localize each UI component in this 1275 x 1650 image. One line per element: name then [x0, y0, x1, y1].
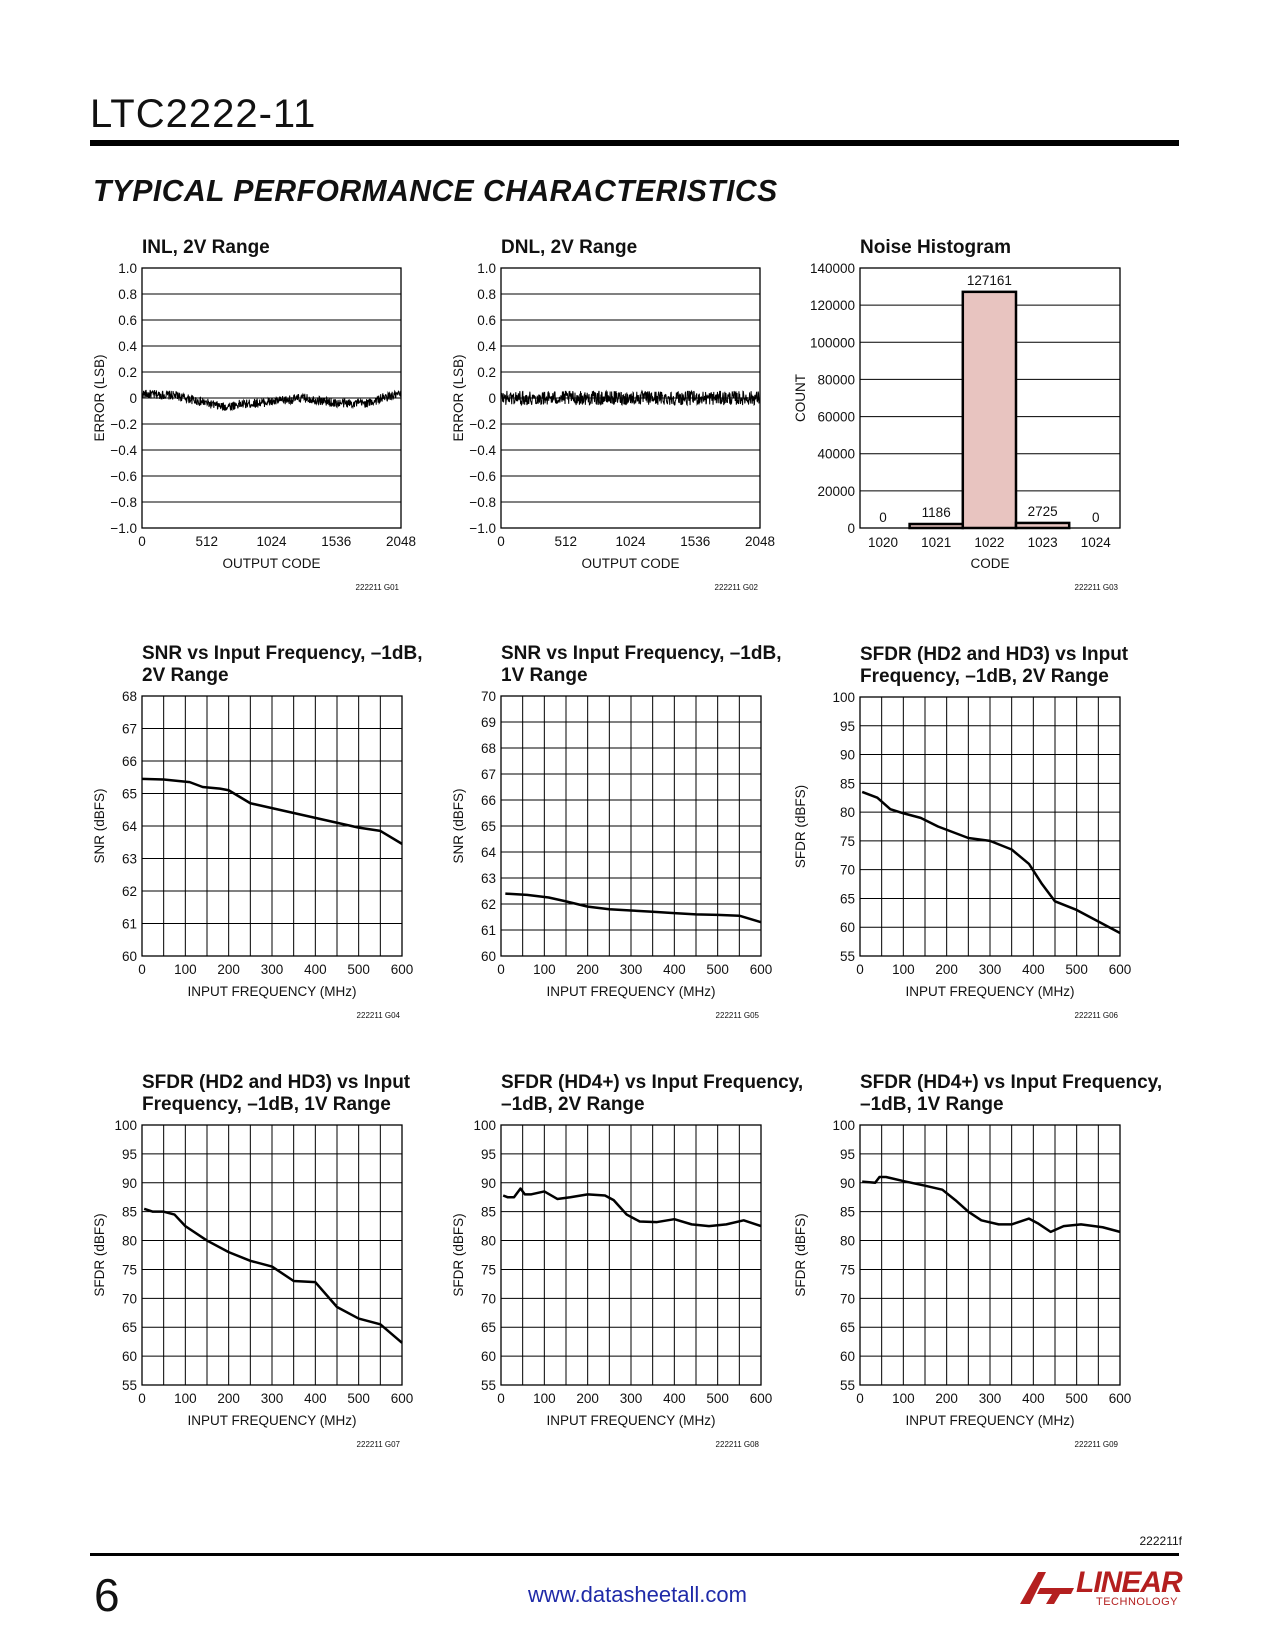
x-tick-label: 300 — [260, 962, 284, 977]
x-tick-label: 0 — [138, 1391, 146, 1406]
y-tick-label: 20000 — [817, 483, 855, 499]
y-tick-label: 63 — [121, 851, 137, 867]
y-tick-label: 75 — [121, 1262, 137, 1278]
x-tick-label: 0 — [497, 534, 505, 549]
y-tick-label: 0.2 — [118, 365, 137, 380]
y-tick-label: 68 — [121, 689, 137, 704]
x-tick-label: 512 — [554, 534, 578, 549]
x-tick-label: 200 — [217, 962, 240, 977]
x-tick-label: 500 — [347, 1391, 370, 1406]
y-tick-label: 65 — [839, 1320, 855, 1336]
y-tick-label: 63 — [480, 871, 496, 886]
x-axis-label: OUTPUT CODE — [581, 556, 680, 571]
x-tick-label: 400 — [304, 1391, 327, 1406]
x-tick-label: 0 — [856, 1391, 864, 1406]
figure-code: 222211 G08 — [715, 1440, 759, 1449]
y-axis-label: SFDR (dBFS) — [793, 784, 808, 869]
figure-code: 222211 G06 — [1074, 1011, 1118, 1020]
figure-code: 222211 G04 — [356, 1011, 400, 1020]
linear-technology-logo — [1016, 1566, 1186, 1614]
x-tick-label: 200 — [576, 1391, 599, 1406]
y-tick-label: −0.2 — [469, 417, 496, 432]
y-tick-label: 65 — [839, 891, 855, 907]
document-id: 222211f — [1139, 1534, 1182, 1548]
y-tick-label: 65 — [480, 1320, 496, 1336]
x-tick-label: 300 — [619, 962, 643, 977]
figure-code: 222211 G03 — [1074, 583, 1118, 592]
y-tick-label: 67 — [480, 767, 496, 782]
y-tick-label: 75 — [839, 833, 855, 849]
x-tick-label: 200 — [576, 962, 599, 977]
chart-title: Frequency, –1dB, 1V Range — [142, 1094, 391, 1115]
series-line — [862, 792, 1120, 933]
series-line — [142, 390, 401, 411]
y-tick-label: 0.2 — [477, 365, 496, 380]
y-tick-label: 95 — [839, 718, 855, 734]
figure-code: 222211 G09 — [1074, 1440, 1118, 1449]
y-tick-label: 0 — [847, 521, 855, 536]
chart-title: SNR vs Input Frequency, –1dB, — [142, 643, 423, 664]
chart-g02 — [451, 237, 775, 592]
y-tick-label: 0.8 — [477, 287, 496, 302]
y-tick-label: 61 — [480, 923, 496, 938]
y-tick-label: 85 — [839, 1204, 855, 1220]
y-tick-label: 60 — [480, 949, 496, 964]
x-tick-label: 600 — [1108, 962, 1132, 977]
y-tick-label: 68 — [480, 741, 496, 756]
y-tick-label: 64 — [480, 845, 496, 860]
x-tick-label: 1024 — [256, 534, 287, 549]
y-tick-label: 65 — [480, 819, 496, 834]
chart-g05 — [451, 643, 781, 1020]
chart-g03 — [793, 237, 1120, 592]
y-tick-label: 0 — [488, 391, 496, 406]
x-tick-label: 100 — [892, 1391, 915, 1406]
y-axis-label: SNR (dBFS) — [92, 788, 107, 864]
y-tick-label: 66 — [480, 793, 496, 808]
y-tick-label: 80000 — [817, 372, 855, 388]
y-tick-label: 0.4 — [118, 339, 137, 354]
figure-code: 222211 G01 — [355, 583, 399, 592]
x-tick-label: 1536 — [321, 534, 352, 549]
y-axis-label: SFDR (dBFS) — [451, 1213, 466, 1297]
x-tick-label: 1021 — [921, 535, 952, 550]
y-tick-label: 60 — [839, 920, 855, 936]
y-tick-label: 85 — [121, 1204, 137, 1220]
histogram-bar — [963, 292, 1016, 528]
y-tick-label: −0.6 — [110, 469, 137, 484]
chart-title: –1dB, 1V Range — [860, 1094, 1004, 1115]
x-tick-label: 200 — [935, 962, 958, 977]
y-tick-label: 0.4 — [477, 339, 496, 354]
y-tick-label: 140000 — [809, 261, 855, 276]
x-tick-label: 500 — [347, 962, 370, 977]
y-tick-label: 55 — [121, 1378, 137, 1393]
y-tick-label: 66 — [121, 754, 137, 769]
x-tick-label: 2048 — [744, 534, 776, 549]
chart-title: INL, 2V Range — [142, 237, 270, 258]
x-tick-label: 100 — [174, 962, 197, 977]
x-tick-label: 600 — [390, 1391, 414, 1406]
y-tick-label: 95 — [121, 1146, 137, 1162]
x-tick-label: 512 — [195, 534, 219, 549]
y-tick-label: 55 — [839, 949, 855, 964]
y-tick-label: 70 — [480, 689, 496, 704]
x-tick-label: 600 — [390, 962, 414, 977]
y-tick-label: 1.0 — [118, 261, 137, 276]
chart-title: SFDR (HD2 and HD3) vs Input — [860, 644, 1129, 665]
y-tick-label: −0.8 — [469, 495, 496, 510]
y-tick-label: 70 — [480, 1291, 496, 1307]
x-tick-label: 300 — [619, 1391, 643, 1406]
bar-value-label: 1186 — [921, 505, 951, 520]
footer-rule — [90, 1553, 1179, 1556]
x-tick-label: 100 — [174, 1391, 197, 1406]
x-tick-label: 400 — [663, 962, 686, 977]
x-axis-label: OUTPUT CODE — [222, 556, 321, 571]
x-tick-label: 2048 — [385, 534, 417, 549]
y-tick-label: 62 — [480, 897, 496, 912]
y-tick-label: 85 — [839, 776, 855, 792]
logo-subtext: TECHNOLOGY — [1096, 1596, 1179, 1608]
y-tick-label: 70 — [839, 862, 855, 878]
y-tick-label: 100 — [473, 1118, 496, 1133]
x-tick-label: 1020 — [867, 535, 899, 550]
x-tick-label: 100 — [892, 962, 915, 977]
y-tick-label: 55 — [480, 1378, 496, 1393]
y-tick-label: 60 — [121, 949, 137, 964]
chart-g08 — [451, 1072, 803, 1449]
y-tick-label: 65 — [121, 1320, 137, 1336]
y-tick-label: 70 — [839, 1291, 855, 1307]
x-tick-label: 200 — [217, 1391, 240, 1406]
x-tick-label: 1024 — [615, 534, 646, 549]
x-tick-label: 1022 — [974, 535, 1005, 550]
x-tick-label: 400 — [1022, 962, 1045, 977]
chart-title: SFDR (HD4+) vs Input Frequency, — [501, 1072, 804, 1093]
x-tick-label: 0 — [138, 534, 146, 549]
chart-g01 — [92, 237, 416, 592]
y-tick-label: −0.6 — [469, 469, 496, 484]
y-tick-label: 60 — [839, 1349, 855, 1365]
website-link[interactable]: www.datasheetall.com — [528, 1582, 747, 1607]
series-line — [503, 1189, 761, 1227]
y-tick-label: 40000 — [817, 446, 855, 462]
figure-code: 222211 G02 — [714, 583, 758, 592]
y-tick-label: 100 — [114, 1118, 137, 1133]
y-tick-label: 0.8 — [118, 287, 137, 302]
x-tick-label: 1536 — [680, 534, 711, 549]
y-tick-label: 0.6 — [477, 313, 496, 328]
y-tick-label: 80 — [480, 1233, 496, 1249]
x-tick-label: 500 — [706, 1391, 729, 1406]
y-tick-label: 90 — [839, 1175, 855, 1191]
y-tick-label: 60 — [480, 1349, 496, 1365]
histogram-bar — [1016, 523, 1069, 528]
bar-value-label: 0 — [1092, 510, 1100, 525]
chart-title: DNL, 2V Range — [501, 237, 638, 258]
y-tick-label: 75 — [839, 1262, 855, 1278]
y-axis-label: ERROR (LSB) — [92, 354, 107, 442]
y-axis-label: SFDR (dBFS) — [92, 1213, 107, 1297]
y-tick-label: −0.2 — [110, 417, 137, 432]
x-tick-label: 0 — [497, 962, 505, 977]
y-axis-label: SFDR (dBFS) — [793, 1213, 808, 1297]
chart-g09 — [793, 1072, 1162, 1449]
x-tick-label: 1024 — [1080, 535, 1111, 550]
bar-value-label: 127161 — [966, 272, 1012, 288]
x-tick-label: 100 — [533, 962, 556, 977]
y-tick-label: 100000 — [809, 335, 855, 351]
x-tick-label: 300 — [978, 1391, 1002, 1406]
chart-g07 — [92, 1072, 413, 1449]
y-tick-label: −0.4 — [110, 443, 137, 458]
series-line — [862, 1177, 1120, 1232]
y-tick-label: −1.0 — [469, 521, 496, 536]
y-tick-label: 60 — [121, 1349, 137, 1365]
x-tick-label: 0 — [856, 962, 864, 977]
y-tick-label: 0 — [129, 391, 137, 406]
figure-code: 222211 G07 — [356, 1440, 400, 1449]
y-tick-label: 90 — [480, 1175, 496, 1191]
y-tick-label: 55 — [839, 1378, 855, 1393]
x-tick-label: 0 — [497, 1391, 505, 1406]
x-axis-label: INPUT FREQUENCY (MHz) — [187, 984, 357, 999]
section-title: TYPICAL PERFORMANCE CHARACTERISTICS — [93, 173, 778, 208]
x-tick-label: 1023 — [1027, 535, 1058, 550]
bar-value-label: 0 — [879, 510, 887, 525]
x-tick-label: 200 — [935, 1391, 958, 1406]
x-axis-label: INPUT FREQUENCY (MHz) — [905, 984, 1075, 999]
y-tick-label: 85 — [480, 1204, 496, 1220]
chart-title: –1dB, 2V Range — [501, 1094, 645, 1115]
x-tick-label: 300 — [260, 1391, 284, 1406]
x-axis-label: INPUT FREQUENCY (MHz) — [546, 1413, 716, 1428]
y-tick-label: 64 — [121, 819, 137, 834]
chart-title: SNR vs Input Frequency, –1dB, — [501, 643, 782, 664]
page-number: 6 — [94, 1569, 120, 1621]
y-axis-label: SNR (dBFS) — [451, 788, 466, 864]
x-tick-label: 300 — [978, 962, 1002, 977]
y-tick-label: 80 — [839, 1233, 855, 1249]
x-tick-label: 400 — [304, 962, 327, 977]
chart-g04 — [92, 643, 422, 1020]
x-tick-label: 600 — [1108, 1391, 1132, 1406]
y-tick-label: 65 — [121, 786, 137, 802]
x-axis-label: CODE — [970, 556, 1010, 571]
x-axis-label: INPUT FREQUENCY (MHz) — [546, 984, 716, 999]
y-tick-label: 80 — [839, 805, 855, 821]
y-tick-label: 0.6 — [118, 313, 137, 328]
y-tick-label: 120000 — [809, 298, 855, 314]
bar-value-label: 2725 — [1027, 503, 1058, 519]
x-tick-label: 100 — [533, 1391, 556, 1406]
x-tick-label: 600 — [749, 1391, 773, 1406]
x-tick-label: 400 — [663, 1391, 686, 1406]
logo-wordmark: LINEAR — [1076, 1566, 1182, 1599]
x-tick-label: 400 — [1022, 1391, 1045, 1406]
x-tick-label: 500 — [706, 962, 729, 977]
y-tick-label: 90 — [121, 1175, 137, 1191]
chart-title: 1V Range — [501, 665, 588, 686]
chart-title: SFDR (HD4+) vs Input Frequency, — [860, 1072, 1163, 1093]
y-tick-label: −0.8 — [110, 495, 137, 510]
y-tick-label: 100 — [832, 690, 855, 705]
y-tick-label: 69 — [480, 715, 496, 730]
series-line — [505, 894, 761, 923]
y-tick-label: 67 — [121, 721, 137, 737]
series-line — [144, 1209, 402, 1343]
y-tick-label: −1.0 — [110, 521, 137, 536]
y-tick-label: 61 — [121, 916, 137, 932]
y-tick-label: 95 — [480, 1146, 496, 1162]
chart-title: SFDR (HD2 and HD3) vs Input — [142, 1072, 411, 1093]
y-tick-label: 70 — [121, 1291, 137, 1307]
y-axis-label: ERROR (LSB) — [451, 354, 466, 442]
lt-logo-icon — [1016, 1568, 1078, 1608]
y-tick-label: 60000 — [817, 409, 855, 425]
part-number: LTC2222-11 — [90, 92, 317, 136]
x-tick-label: 600 — [749, 962, 773, 977]
y-tick-label: 62 — [121, 884, 137, 899]
y-tick-label: 75 — [480, 1262, 496, 1278]
x-tick-label: 500 — [1065, 1391, 1088, 1406]
chart-g06 — [793, 644, 1131, 1020]
chart-title: 2V Range — [142, 665, 229, 686]
chart-title: Frequency, –1dB, 2V Range — [860, 666, 1109, 687]
x-tick-label: 0 — [138, 962, 146, 977]
x-axis-label: INPUT FREQUENCY (MHz) — [187, 1413, 357, 1428]
y-tick-label: 1.0 — [477, 261, 496, 276]
y-tick-label: −0.4 — [469, 443, 496, 458]
y-tick-label: 90 — [839, 747, 855, 763]
y-axis-label: COUNT — [793, 374, 808, 422]
x-axis-label: INPUT FREQUENCY (MHz) — [905, 1413, 1075, 1428]
y-tick-label: 80 — [121, 1233, 137, 1249]
y-tick-label: 100 — [832, 1118, 855, 1133]
figure-code: 222211 G05 — [715, 1011, 759, 1020]
chart-title: Noise Histogram — [860, 237, 1011, 258]
y-tick-label: 95 — [839, 1146, 855, 1162]
x-tick-label: 500 — [1065, 962, 1088, 977]
